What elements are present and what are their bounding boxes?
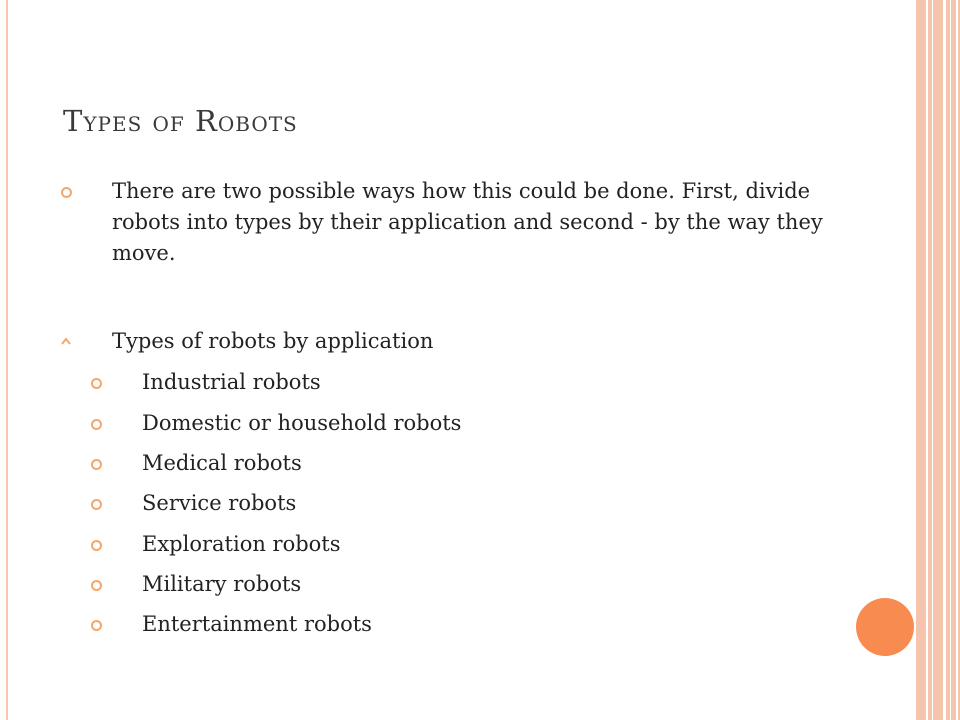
list-item: Industrial robots: [142, 370, 321, 394]
list-item: Military robots: [142, 572, 302, 596]
slide-title: Types of Robots: [63, 104, 298, 138]
left-frame-line: [6, 0, 8, 720]
intro-paragraph: There are two possible ways how this could be done. First, divide robots into types by their application and second - by the way they move.: [112, 179, 823, 265]
stripe-line: [943, 0, 946, 720]
stripe-line: [950, 0, 951, 720]
ring-bullet-icon: [91, 540, 102, 551]
list-item: Exploration robots: [142, 532, 341, 556]
list-item: Medical robots: [142, 451, 302, 475]
ring-bullet-icon: [91, 580, 102, 591]
stripe-line: [926, 0, 928, 720]
ring-bullet-icon: [91, 419, 102, 430]
ring-bullet-icon: [91, 620, 102, 631]
ring-bullet-icon: [61, 187, 72, 198]
caret-up-bullet-icon: [61, 337, 71, 345]
list-item: Service robots: [142, 491, 297, 515]
ring-bullet-icon: [91, 459, 102, 470]
subheading: Types of robots by application: [112, 329, 434, 353]
ring-bullet-icon: [91, 499, 102, 510]
ring-bullet-icon: [91, 378, 102, 389]
stripe-line: [956, 0, 958, 720]
right-stripe-band: [916, 0, 960, 720]
list-item: Entertainment robots: [142, 612, 372, 636]
list-item: Domestic or household robots: [142, 411, 462, 435]
stripe-line: [932, 0, 933, 720]
accent-circle: [856, 598, 914, 656]
